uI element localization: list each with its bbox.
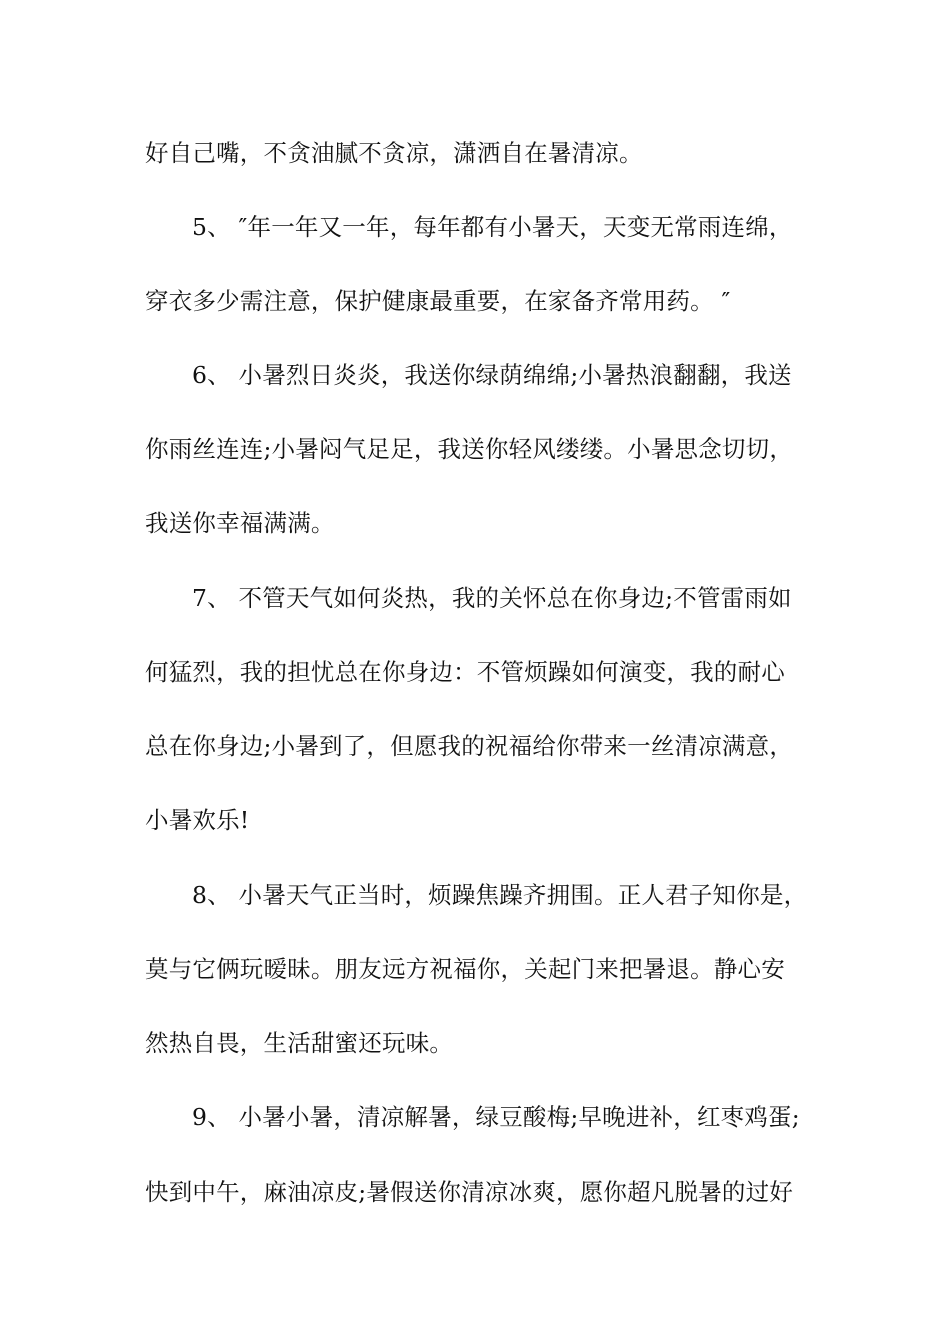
- text-line: 莫与它俩玩暧昧。朋友远方祝福你，关起门来把暑退。静心安: [145, 955, 785, 983]
- text-line: 然热自畏，生活甜蜜还玩味。: [145, 1029, 454, 1057]
- text-line: 穿衣多少需注意，保护健康最重要，在家备齐常用药。 ″: [145, 287, 731, 315]
- text-line: 总在你身边;小暑到了，但愿我的祝福给你带来一丝清凉满意，: [145, 732, 794, 760]
- text-line: 我送你幸福满满。: [145, 509, 335, 537]
- text-line: 你雨丝连连;小暑闷气足足，我送你轻风缕缕。小暑思念切切，: [145, 435, 794, 463]
- text-line: 小暑欢乐!: [145, 806, 250, 834]
- text-line: 何猛烈，我的担忧总在你身边：不管烦躁如何演变，我的耐心: [145, 658, 785, 686]
- text-line: 9、 小暑小暑，清凉解暑，绿豆酸梅;早晚进补，红枣鸡蛋;: [192, 1103, 800, 1131]
- text-line: 快到中午，麻油凉皮;暑假送你清凉冰爽，愿你超凡脱暑的过好: [145, 1178, 794, 1206]
- text-line: 7、 不管天气如何炎热，我的关怀总在你身边;不管雷雨如: [192, 584, 792, 612]
- text-line: 5、 ″年一年又一年，每年都有小暑天，天变无常雨连绵，: [192, 213, 793, 241]
- text-line: 8、 小暑天气正当时，烦躁焦躁齐拥围。正人君子知你是，: [192, 881, 808, 909]
- text-line: 6、 小暑烈日炎炎，我送你绿荫绵绵;小暑热浪翻翻，我送: [192, 361, 792, 389]
- text-line: 好自己嘴，不贪油腻不贪凉，潇洒自在暑清凉。: [145, 139, 643, 167]
